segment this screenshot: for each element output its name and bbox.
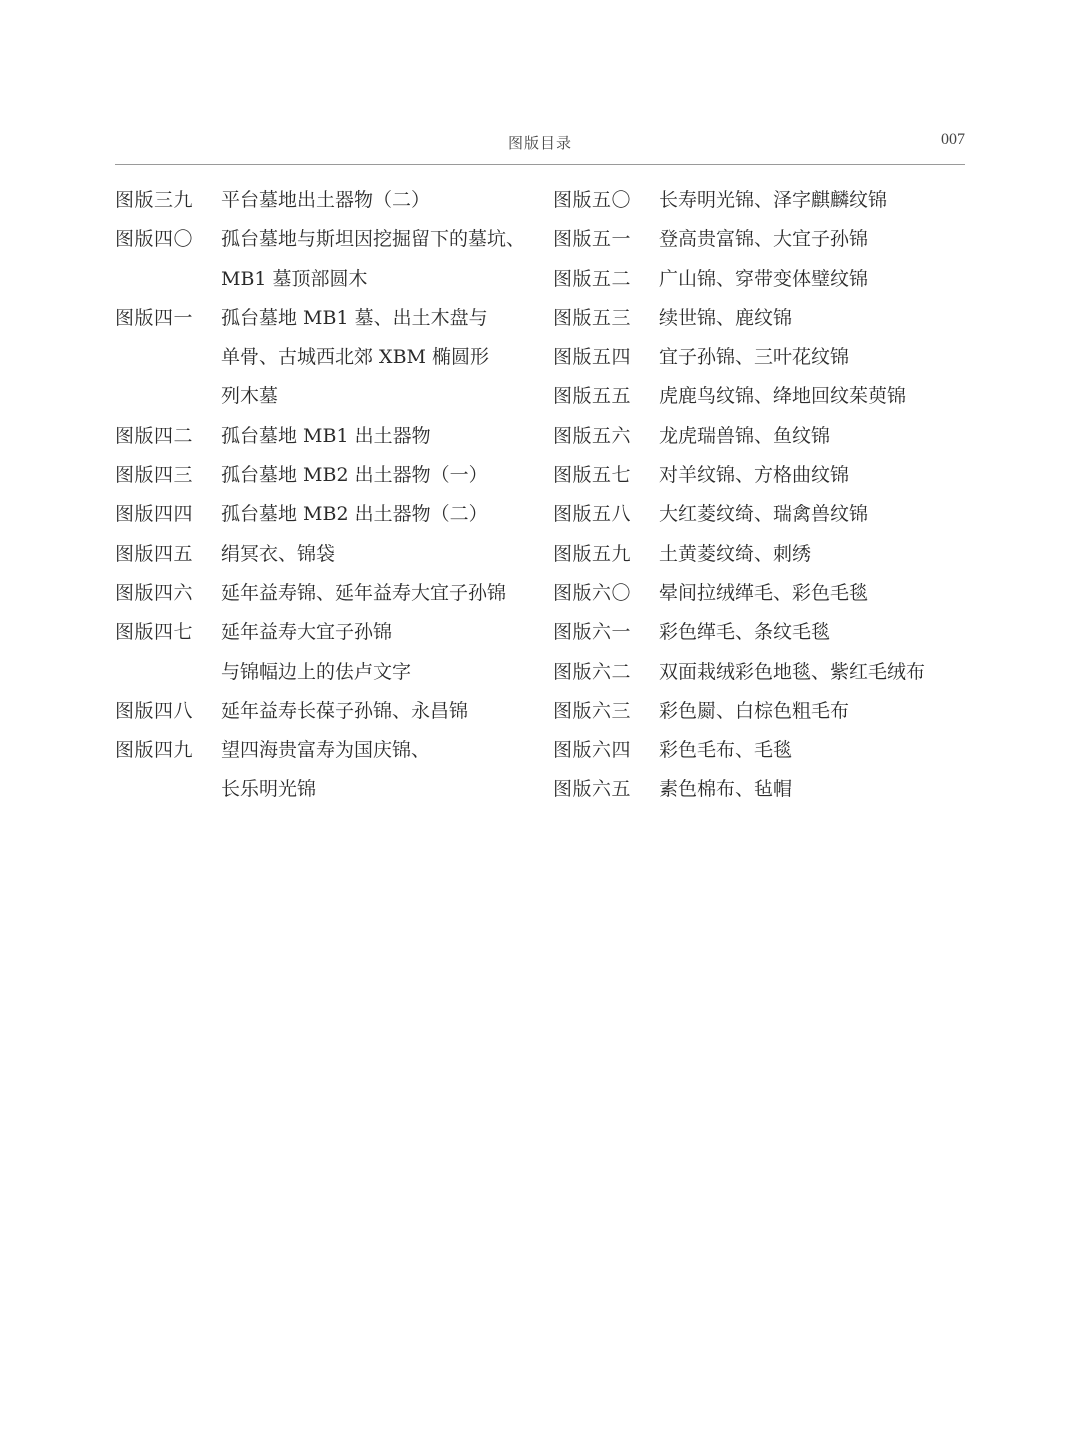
plate-number: 图版四〇 (115, 228, 194, 251)
plate-number: 图版四九 (115, 739, 194, 762)
plate-title-line: 彩色缂毛、条纹毛毯 (659, 621, 831, 644)
plate-number: 图版五四 (553, 346, 632, 369)
toc-column-left (115, 181, 545, 810)
toc-entry (115, 535, 545, 574)
plate-title (221, 613, 545, 692)
plate-title-line: 大红菱纹绮、瑞禽兽纹锦 (659, 503, 869, 526)
plate-number: 图版四八 (115, 699, 194, 722)
toc-entry (115, 613, 545, 692)
toc-entry (115, 456, 545, 495)
plate-title-line: 孤台墓地 MB1 出土器物 (221, 424, 431, 447)
plate-title-line: 望四海贵富寿为国庆锦、 (221, 739, 431, 762)
toc-entry (553, 377, 973, 416)
plate-title (659, 613, 973, 652)
plate-number: 图版六二 (553, 660, 632, 683)
toc-entry (553, 417, 973, 456)
plate-title (659, 260, 973, 299)
toc-entry (115, 574, 545, 613)
plate-number: 图版五一 (553, 228, 632, 251)
plate-number: 图版五三 (553, 306, 632, 329)
toc-entry (115, 495, 545, 534)
plate-number: 图版四三 (115, 464, 194, 487)
plate-title-line: 宜子孙锦、三叶花纹锦 (659, 346, 850, 369)
plate-title (659, 299, 973, 338)
plate-title (221, 535, 545, 574)
plate-title-line: 绢冥衣、锦袋 (221, 542, 336, 565)
plate-title (221, 731, 545, 810)
toc-entry (553, 495, 973, 534)
plate-number: 图版五七 (553, 464, 632, 487)
plate-number: 图版三九 (115, 189, 194, 211)
plate-number: 图版五五 (553, 385, 632, 408)
plate-title-line: 龙虎瑞兽锦、鱼纹锦 (659, 424, 831, 447)
toc-entry (115, 299, 545, 417)
plate-number: 图版六三 (553, 699, 632, 722)
toc-entry (553, 299, 973, 338)
toc-entry (553, 338, 973, 377)
plate-title (659, 338, 973, 377)
plate-number: 图版四一 (115, 306, 194, 329)
toc-entry (553, 535, 973, 574)
plate-title-line: 孤台墓地 MB2 出土器物（二） (221, 503, 488, 526)
plate-title (659, 220, 973, 259)
plate-title-line: 延年益寿锦、延年益寿大宜子孙锦 (221, 581, 507, 604)
plate-number: 图版四二 (115, 424, 194, 447)
plate-title-line: 平台墓地出土器物（二） (221, 189, 431, 211)
plate-title-line: 彩色毛布、毛毯 (659, 739, 793, 762)
toc-entry (115, 220, 545, 299)
plate-title (221, 456, 545, 495)
plate-number: 图版五六 (553, 424, 632, 447)
plate-title-line: 孤台墓地 MB1 墓、出土木盘与 (221, 306, 488, 329)
plate-title (221, 417, 545, 456)
plate-title (659, 377, 973, 416)
plate-title-line: 孤台墓地 MB2 出土器物（一） (221, 464, 488, 487)
plate-title (659, 692, 973, 731)
plate-title (221, 495, 545, 534)
plate-number: 图版五八 (553, 503, 632, 526)
plate-title (659, 574, 973, 613)
toc-entry (553, 770, 973, 809)
toc-entry (553, 456, 973, 495)
plate-title-line: 虎鹿鸟纹锦、绛地回纹茱萸锦 (659, 385, 907, 408)
plate-title-line: 长乐明光锦 (221, 778, 317, 801)
toc-column-right (553, 181, 973, 810)
plate-title-line: 延年益寿长葆子孙锦、永昌锦 (221, 699, 469, 722)
plate-title-line: 广山锦、穿带变体璧纹锦 (659, 267, 869, 290)
plate-title (221, 574, 545, 613)
toc-entry (553, 613, 973, 652)
plate-title (221, 299, 545, 417)
plate-title (659, 181, 973, 220)
plate-title (221, 692, 545, 731)
plate-title-line: 素色棉布、毡帽 (659, 778, 793, 801)
plate-title-line: 晕间拉绒缂毛、彩色毛毯 (659, 581, 869, 604)
plate-number: 图版五二 (553, 267, 632, 290)
plate-title (659, 456, 973, 495)
toc-entry (553, 574, 973, 613)
plate-title-line: 彩色罽、白棕色粗毛布 (659, 699, 850, 722)
plate-title-line: 孤台墓地与斯坦因挖掘留下的墓坑、 (221, 228, 526, 251)
plate-number: 图版六〇 (553, 581, 632, 604)
page-header (115, 128, 965, 165)
plate-title (221, 220, 545, 299)
plate-title-line: 延年益寿大宜子孙锦 (221, 621, 393, 644)
plate-title (221, 181, 545, 220)
plate-title-line: 列木墓 (221, 385, 279, 408)
plate-title (659, 653, 973, 692)
plate-title (659, 770, 973, 809)
toc-entry (553, 260, 973, 299)
plate-number: 图版五九 (553, 542, 632, 565)
plate-number: 图版六一 (553, 621, 632, 644)
plate-title-line: 与锦幅边上的佉卢文字 (221, 660, 412, 683)
plate-title (659, 535, 973, 574)
plate-title (659, 495, 973, 534)
plate-title (659, 731, 973, 770)
toc-entry (115, 181, 545, 220)
toc-entry (553, 220, 973, 259)
plate-title-line: 续世锦、鹿纹锦 (659, 306, 793, 329)
plate-number: 图版六四 (553, 739, 632, 762)
toc-entry (115, 417, 545, 456)
running-title: 图版目录 (507, 134, 572, 152)
plate-number: 图版四六 (115, 581, 194, 604)
plate-number: 图版四五 (115, 542, 194, 565)
plate-title-line: 对羊纹锦、方格曲纹锦 (659, 464, 850, 487)
plate-number: 图版四四 (115, 503, 194, 526)
plate-number: 图版五〇 (553, 189, 632, 211)
toc-entry (553, 731, 973, 770)
toc-entry (115, 731, 545, 810)
plate-title-line: 双面栽绒彩色地毯、紫红毛绒布 (659, 660, 926, 683)
toc-entry (553, 181, 973, 220)
toc-entry (553, 653, 973, 692)
toc-entry (115, 692, 545, 731)
plate-title-line: 单骨、古城西北郊 XBM 椭圆形 (221, 346, 490, 369)
page-number: 007 (941, 131, 965, 148)
plate-title-line: MB1 墓顶部圆木 (221, 267, 368, 290)
plate-title-line: 土黄菱纹绮、刺绣 (659, 542, 812, 565)
toc-entry (553, 692, 973, 731)
plate-title (659, 417, 973, 456)
plate-title-line: 登高贵富锦、大宜子孙锦 (659, 228, 869, 251)
plate-title-line: 长寿明光锦、泽字麒麟纹锦 (659, 189, 888, 211)
plate-number: 图版六五 (553, 778, 632, 801)
plate-number: 图版四七 (115, 621, 194, 644)
